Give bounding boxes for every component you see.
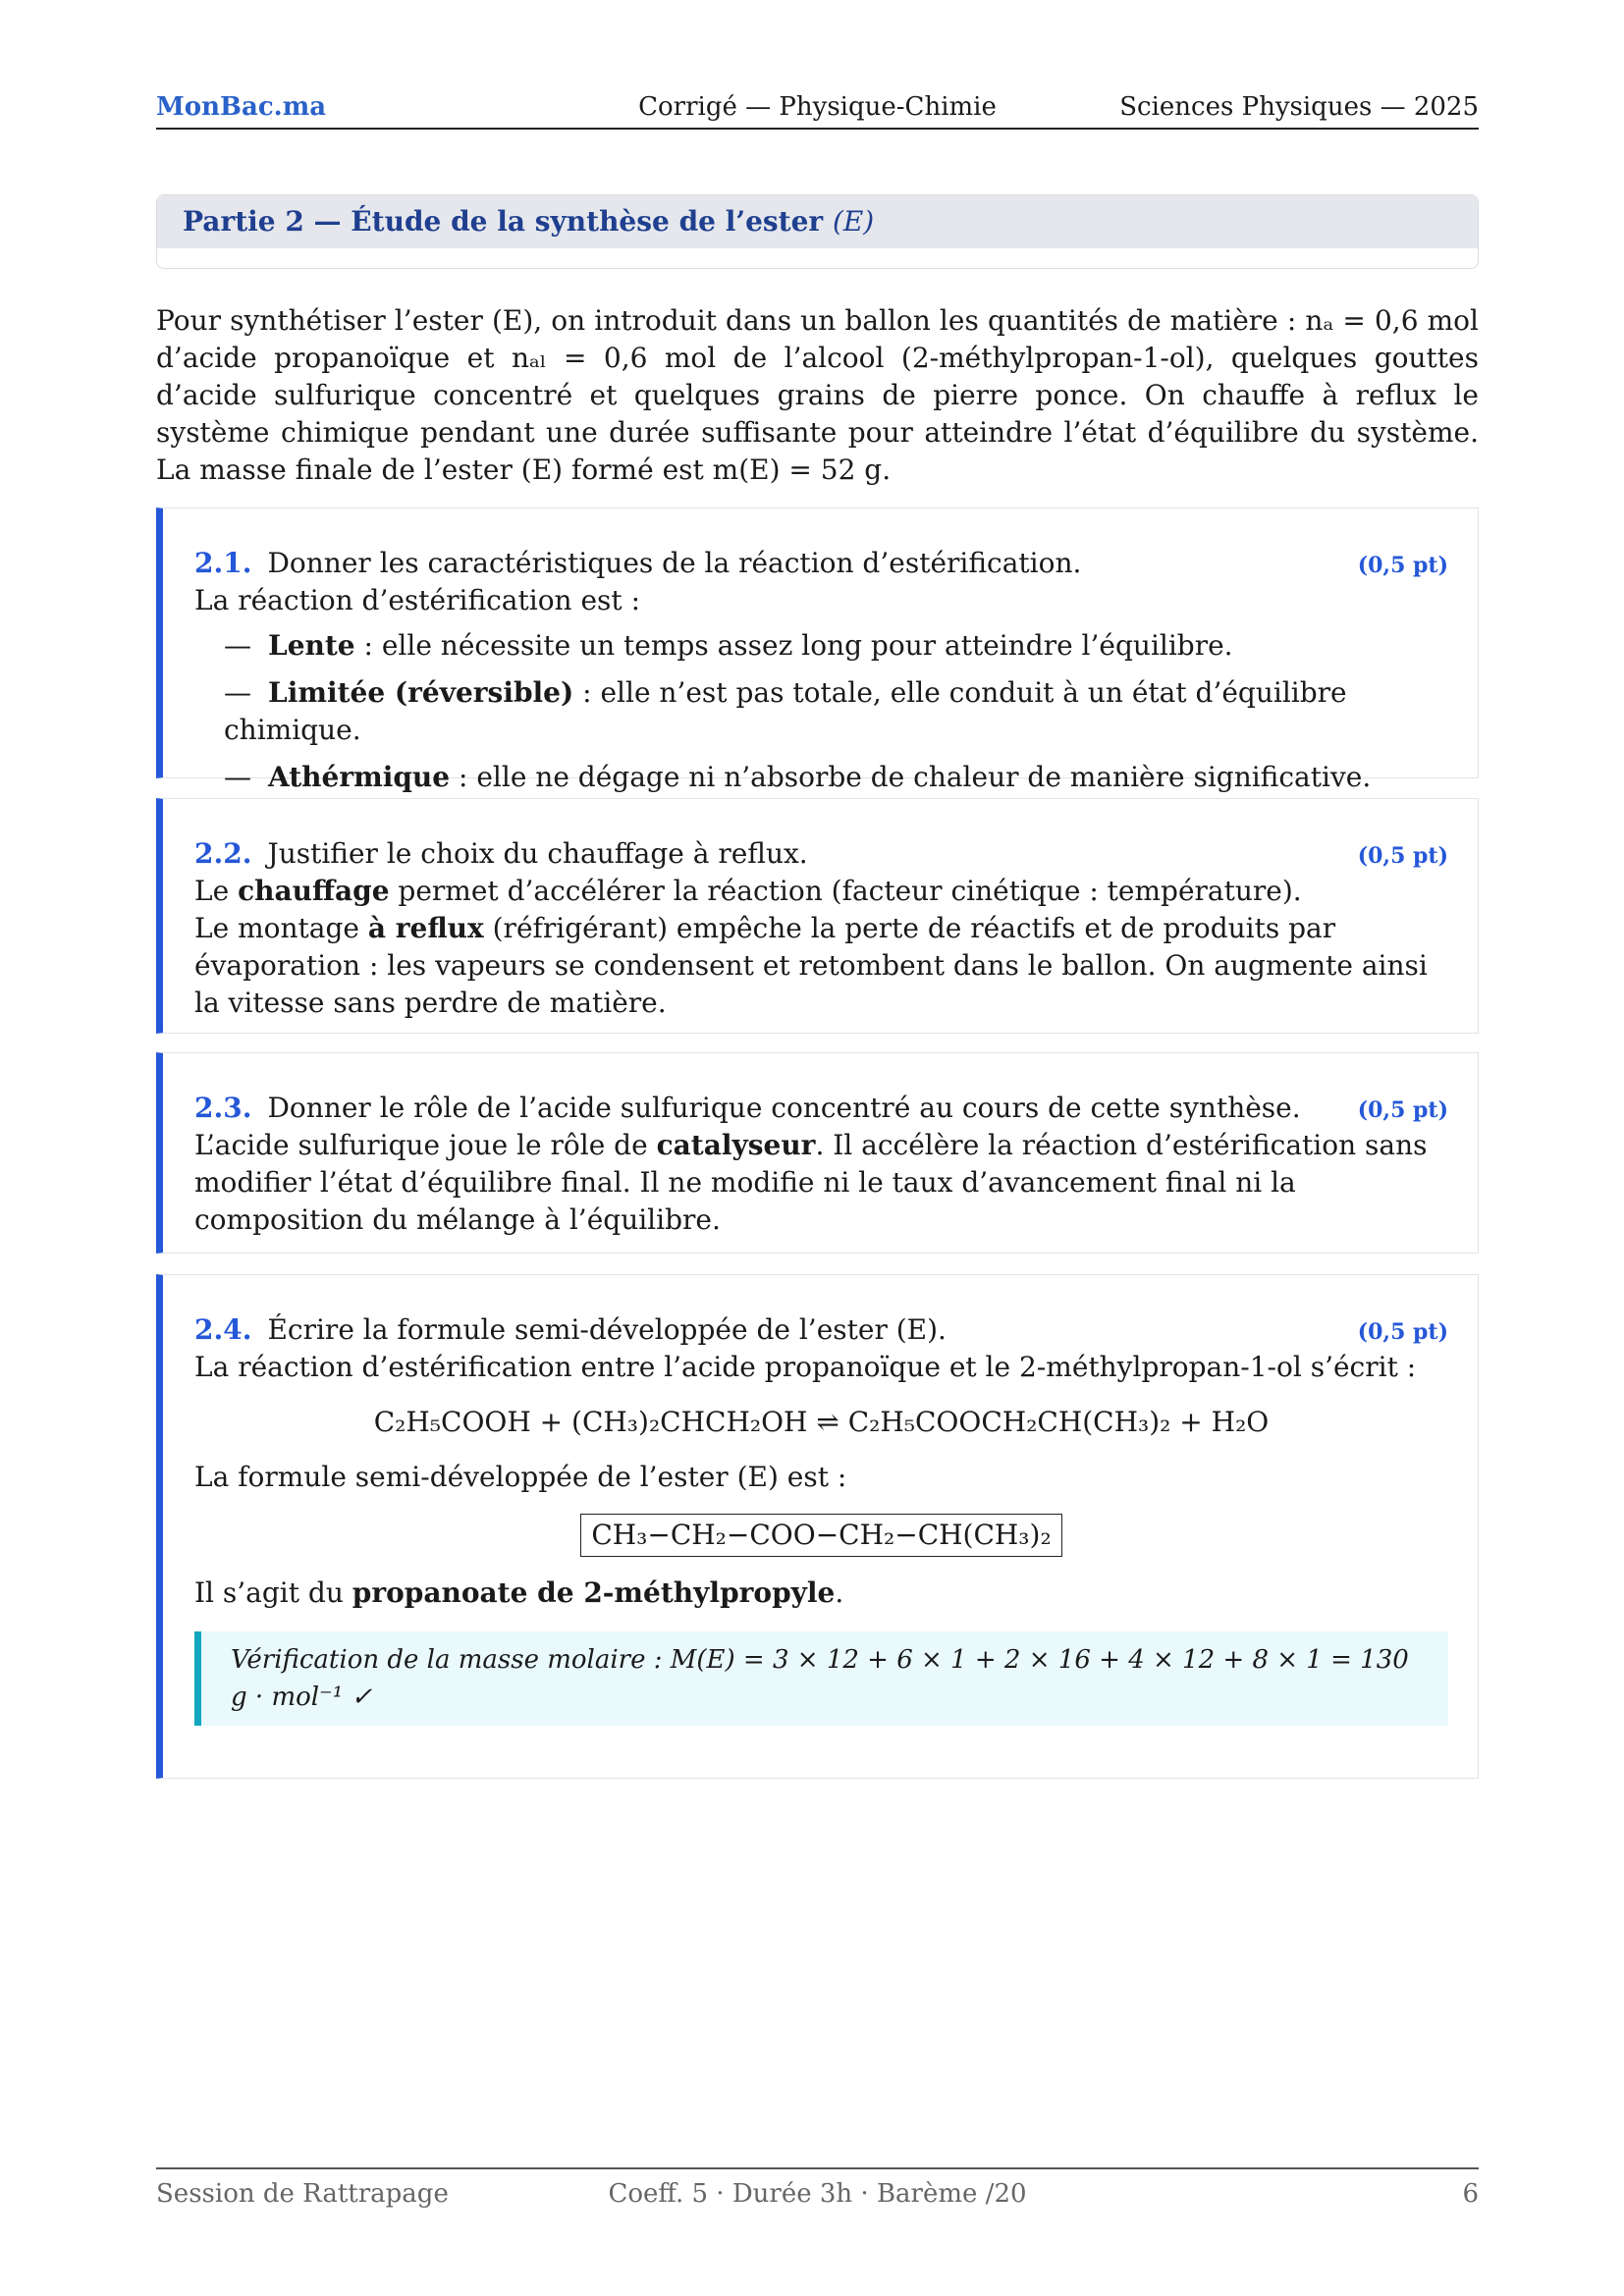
footer-info: Coeff. 5 · Durée 3h · Barème /20 <box>608 2179 1027 2209</box>
header-section: Sciences Physiques — 2025 <box>1119 92 1479 122</box>
points-badge: (0,5 pt) <box>1357 843 1448 869</box>
header-subject: Corrigé — Physique-Chimie <box>638 92 997 122</box>
question-header <box>194 835 1448 873</box>
question-header <box>194 545 1448 582</box>
page-header <box>156 90 1479 130</box>
question-box-2-4 <box>156 1274 1479 1779</box>
list-item: — Lente : elle nécessite un temps assez long pour atteindre l’équilibre. <box>224 629 1233 662</box>
verification-note: Vérification de la masse molaire : M(E) = 3 × 12 + 6 × 1 + 2 × 16 + 4 × 12 + 8 × 1 = 130 g · mol⁻¹ ✓ <box>194 1631 1448 1726</box>
points-badge: (0,5 pt) <box>1357 1319 1448 1345</box>
page-number: 6 <box>1462 2179 1479 2209</box>
list-item: — Athérmique : elle ne dégage ni n’absorbe de chaleur de manière significative. <box>224 761 1372 793</box>
formula-container <box>194 1514 1448 1557</box>
ester-formula: CH₃−CH₂−COO−CH₂−CH(CH₃)₂ <box>580 1514 1061 1557</box>
answer-text: L’acide sulfurique joue le rôle de catalyseur. Il accélère la réaction d’estérification sans modifier l’état d’équilibre final. Il ne modifie ni le taux d’avancement final ni la composition du mélange à l’équilibre. <box>194 1129 1428 1236</box>
question-number: 2.3. <box>194 1092 252 1124</box>
answer-lead: La réaction d’estérification est : <box>194 584 641 616</box>
answer-lead: La réaction d’estérification entre l’acide propanoïque et le 2-méthylpropan-1-ol s’écrit : <box>194 1351 1417 1383</box>
characteristics-list <box>224 627 1448 796</box>
question-header <box>194 1311 1448 1349</box>
footer-session: Session de Rattrapage <box>156 2179 449 2209</box>
question-number: 2.2. <box>194 837 252 870</box>
question-text: Donner le rôle de l’acide sulfurique concentré au cours de cette synthèse. <box>267 1092 1301 1124</box>
page-footer <box>156 2167 1479 2209</box>
answer-line: Le montage à reflux (réfrigérant) empêche la perte de réactifs et de produits par évaporation : les vapeurs se condensent et retombent dans le ballon. On augmente ainsi la vitesse sans perdre de matière. <box>194 912 1428 1019</box>
list-item: — Limitée (réversible) : elle n’est pas totale, elle conduit à un état d’équilibre chimique. <box>224 676 1347 746</box>
points-badge: (0,5 pt) <box>1357 1097 1448 1123</box>
question-number: 2.4. <box>194 1313 252 1346</box>
part-section-box <box>156 194 1479 269</box>
answer-line: Le chauffage permet d’accélérer la réaction (facteur cinétique : température). <box>194 875 1302 907</box>
question-box-2-3 <box>156 1052 1479 1254</box>
points-badge: (0,5 pt) <box>1357 553 1448 578</box>
brand-logo-text[interactable]: MonBac.ma <box>156 92 327 122</box>
reaction-equation: C₂H₅COOH + (CH₃)₂CHCH₂OH ⇌ C₂H₅COOCH₂CH(CH₃)₂ + H₂O <box>373 1406 1270 1438</box>
question-box-2-1 <box>156 507 1479 793</box>
intro-paragraph: Pour synthétiser l’ester (E), on introduit dans un ballon les quantités de matière : nₐ = 0,6 mol d’acide propanoïque et nₐₗ = 0,6 mol de l’alcool (2-méthylpropan-1-ol), quelques gouttes d’acide sulfurique concentré et quelques grains de pierre ponce. On chauffe à reflux le système chimique pendant une durée suffisante pour atteindre l’état d’équilibre du système. La masse finale de l’ester (E) formé est m(E) = 52 g. <box>156 304 1479 486</box>
formula-lead: La formule semi-développée de l’ester (E) est : <box>194 1461 847 1493</box>
question-header <box>194 1090 1448 1127</box>
question-box-2-2 <box>156 798 1479 1034</box>
part-title-symbol: (E) <box>832 205 875 238</box>
question-text: Donner les caractéristiques de la réaction d’estérification. <box>267 547 1082 579</box>
question-text: Écrire la formule semi-développée de l’ester (E). <box>267 1313 947 1346</box>
part-title-label: Partie 2 — Étude de la synthèse de l’ester <box>183 205 833 238</box>
page <box>156 0 1479 2296</box>
ester-name-line: Il s’agit du propanoate de 2-méthylpropyle. <box>194 1576 844 1609</box>
part-title <box>157 195 1478 248</box>
question-number: 2.1. <box>194 547 252 579</box>
question-text: Justifier le choix du chauffage à reflux. <box>267 837 808 870</box>
